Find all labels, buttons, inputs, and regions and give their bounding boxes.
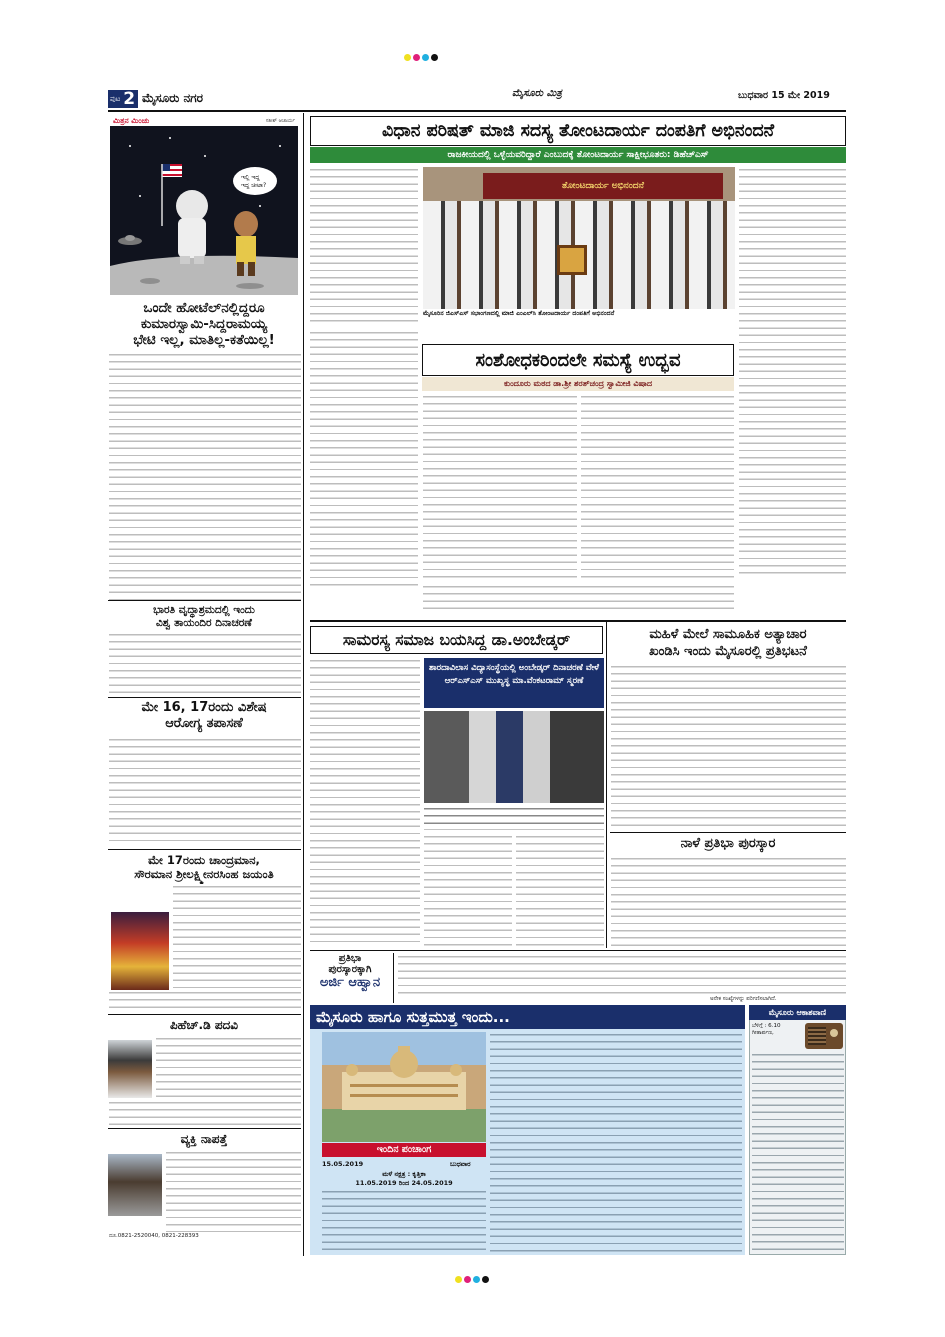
ambedkar-headline: ಸಾಮರಸ್ಯ ಸಮಾಜ ಬಯಸಿದ್ದ ಡಾ.ಅಂಬೇಡ್ಕರ್: [342, 630, 571, 649]
story3-headline: [108, 700, 300, 732]
story1-headline-line: ಭೇಟಿ ಇಲ್ಲ, ಮಾತಿಲ್ಲ-ಕತೆಯಿಲ್ಲ!: [133, 332, 275, 348]
award-headline: ನಾಳೆ ಪ್ರತಿಭಾ ಪುರಸ್ಕಾರ: [680, 836, 776, 851]
lead-photo-caption: ಮೈಸೂರಿನ ಜಿಎಸ್‌ಎಸ್ ಸಭಾಂಗಣದಲ್ಲಿ ಮಾಜಿ ಎಂಎಲ್‌ಸಿ ತೋಂಟದಾರ್ಯ ದಂಪತಿಗೆ ಅಭಿನಂದನೆ: [423, 310, 615, 317]
story5-headline: ಪಿಹೆಚ್.ಡಿ ಪದವಿ: [169, 1018, 239, 1032]
problem-headline: ಸಂಶೋಧಕರಿಂದಲೇ ಸಮಸ್ಯೆ ಉದ್ಭವ: [475, 349, 681, 371]
story3-headline-line: ಮೇ 16, 17ರಂದು ವಿಶೇಷ: [141, 700, 267, 715]
story4-body-cont: [109, 990, 301, 1012]
story5-body-cont: [109, 1100, 301, 1126]
story4-body: [173, 884, 301, 988]
paper-name: ಮೈಸೂರು ಮಿತ್ರ: [512, 88, 562, 99]
registration-yellow: [404, 54, 411, 61]
palace-photo: [322, 1032, 486, 1142]
ambedkar-body-col2: [424, 834, 512, 946]
lead-headline: ವಿಧಾನ ಪರಿಷತ್ ಮಾಜಿ ಸದಸ್ಯ ತೋಂಟದಾರ್ಯ ದಂಪತಿಗೆ ಅಭಿನಂದನೆ: [381, 121, 775, 141]
ambedkar-body-col1: [310, 658, 420, 948]
story2-headline-line: ಭಾರತಿ ವೃದ್ಧಾಶ್ರಮದಲ್ಲಿ ಇಂದು: [153, 604, 255, 616]
panchanga-period: 11.05.2019 ರಿಂದ 24.05.2019: [355, 1179, 453, 1187]
issue-date: ಬುಧವಾರ 15 ಮೇ 2019: [738, 90, 830, 101]
panchanga-body: [322, 1189, 486, 1251]
lead-subhead: ರಾಜಕೀಯದಲ್ಲಿ ಒಳ್ಳೆಯವರಿದ್ದಾರೆ ಎಂಬುದಕ್ಕೆ ತೋಂಟದಾರ್ಯ ಸಾಕ್ಷೀಭೂತರು: ಡಿಹೆಚ್‌ಎಸ್: [310, 147, 846, 163]
registration-cyan: [422, 54, 429, 61]
protest-body: [611, 664, 846, 829]
registration-cyan: [473, 1276, 480, 1283]
cartoon: [110, 115, 298, 295]
radio-first-line: ಬೆಳಿಗ್ಗೆ : 6.10 ಗೀತಾರ್ಪಣ,: [752, 1023, 781, 1037]
memento-icon: [557, 245, 587, 275]
section-title: ಮೈಸೂರು ನಗರ: [142, 91, 204, 105]
page-number: 2: [123, 89, 136, 109]
astronaut-icon: [176, 190, 208, 222]
story6-headline: ವ್ಯಕ್ತಿ ನಾಪತ್ತೆ: [180, 1132, 228, 1146]
award-body: [611, 856, 846, 948]
masthead-rule: [108, 110, 846, 112]
radio-schedule: [752, 1052, 844, 1252]
protest-headline-line: ಮಹಿಳೆ ಮೇಲೆ ಸಾಮೂಹಿಕ ಅತ್ಯಾಚಾರ: [649, 627, 807, 642]
lead-body-col1-cont: [310, 330, 418, 590]
registration-yellow: [455, 1276, 462, 1283]
palace-icon: [322, 1032, 486, 1142]
ambedkar-photo: [424, 711, 604, 803]
ambedkar-body-col3: [516, 834, 604, 946]
protest-headline-line: ಖಂಡಿಸಿ ಇಂದು ಮೈಸೂರಲ್ಲಿ ಪ್ರತಿಭಟನೆ: [649, 644, 807, 659]
story2-headline-line: ವಿಶ್ವ ತಾಯಂದಿರ ದಿನಾಚರಣೆ: [156, 617, 252, 629]
story1-headline-line: ಒಂದೇ ಹೋಟೆಲ್‌ನಲ್ಲಿದ್ದರೂ: [143, 300, 265, 316]
divider: [108, 1128, 301, 1129]
radio-icon: [805, 1023, 843, 1049]
panchanga-date: 15.05.2019: [322, 1160, 364, 1168]
story4-headline-line: ಸೌರಮಾನ ಶ್ರೀಲಕ್ಷ್ಮೀನರಸಿಂಹ ಜಯಂತಿ: [134, 867, 274, 881]
story5-body: [156, 1036, 301, 1098]
problem-body-col1: [423, 394, 577, 580]
svg-text:ಇದ್ದ ಚೀಟಾ?: ಇದ್ದ ಚೀಟಾ?: [241, 182, 267, 189]
story3-body: [109, 737, 301, 847]
events-list: [490, 1032, 742, 1252]
story4-headline-line: ಮೇ 17ರಂದು ಚಾಂದ್ರಮಾನ,: [148, 853, 260, 867]
problem-headline-box: [422, 344, 734, 376]
story2-headline: [108, 604, 300, 630]
registration-magenta: [413, 54, 420, 61]
registration-black: [431, 54, 438, 61]
divider: [108, 1014, 301, 1015]
page-number-badge: [108, 90, 138, 108]
missing-person-photo: [108, 1154, 162, 1216]
ambedkar-headline-box: [310, 626, 603, 654]
ambedkar-inset-title: ಶಾರದಾವಿಲಾಸ ವಿದ್ಯಾಸಂಸ್ಥೆಯಲ್ಲಿ ಅಂಬೇಡ್ಕರ್ ದಿನಾಚರಣೆ ವೇಳೆ ಆರ್‌ಎಸ್‌ಎಸ್ ಮುಖ್ಯಸ್ಥ ಮಾ.ವೆಂಕಟರಾಮ್ ಸ್ಮರಣೆ: [424, 658, 604, 708]
page-label: ಪುಟ: [110, 94, 121, 103]
application-title-line: ಪುರಸ್ಕಾರಕ್ಕಾಗಿ: [328, 964, 372, 975]
divider: [310, 950, 846, 951]
around-town-header: ಮೈಸೂರು ಹಾಗೂ ಸುತ್ತಮುತ್ತ ಇಂದು...: [310, 1005, 745, 1029]
divider: [310, 620, 846, 622]
lead-body-col4: [739, 167, 846, 577]
registration-magenta: [464, 1276, 471, 1283]
ambedkar-photo-caption: [424, 806, 604, 830]
column-rule: [606, 622, 607, 948]
problem-body-tail: [423, 584, 734, 614]
divider: [610, 832, 846, 833]
application-body: [398, 954, 846, 994]
column-rule: [393, 953, 394, 1003]
panchanga-day: ಬುಧವಾರ: [450, 1160, 471, 1168]
story1-headline: [108, 300, 300, 348]
radio-header: ಮೈಸೂರು ಆಕಾಶವಾಣಿ: [749, 1005, 846, 1020]
application-title-line: ಪ್ರತಿಭಾ: [338, 953, 362, 964]
story2-body: [109, 632, 301, 694]
application-title-line: ಅರ್ಜಿ ಆಹ್ವಾನ: [319, 975, 381, 990]
application-tail: ಅನೇಕ ಸಂಖ್ಯೆಗಳನ್ನು ಪರಿಗಣಿಸಲಾಗಿದೆ.: [710, 996, 777, 1002]
cartoon-drawing: [110, 126, 298, 295]
panchanga-title: ಇಂದಿನ ಪಂಚಾಂಗ: [322, 1143, 486, 1157]
story3-headline-line: ಆರೋಗ್ಯ ತಪಾಸಣೆ: [165, 716, 243, 731]
cartoon-artist: ಸತೀಶ್ ಆಚಾರ್ಯ: [265, 117, 295, 124]
panchanga-nakshatra: ಮಳೆ ನಕ್ಷತ್ರ : ಕೃತ್ತಿಕಾ: [382, 1170, 426, 1178]
story4-headline: [108, 853, 300, 881]
column-rule: [303, 113, 304, 1256]
story6-body: [166, 1150, 301, 1232]
application-box: [310, 953, 390, 1003]
registration-black: [482, 1276, 489, 1283]
protest-headline: [610, 626, 846, 660]
lead-body-col1: [310, 167, 418, 327]
deity-photo: [111, 912, 169, 990]
story1-body: [109, 352, 301, 600]
stage-banner: ತೋಂಟದಾರ್ಯ ಅಭಿನಂದನೆ: [483, 173, 723, 199]
lead-photo: [423, 167, 735, 309]
cartoon-title: ಮಿತ್ರನ ಮಿಂಚು: [113, 115, 150, 125]
speech-bubble-text: ಇಲ್ಲಿ ಇದ್ದ: [241, 174, 260, 181]
problem-subhead: ಕುಂದೂರು ಮಠದ ಡಾ.ಶ್ರೀ ಶರತ್‌ಚಂದ್ರ ಸ್ವಾಮೀಜಿ ವಿಷಾದ: [422, 377, 734, 391]
divider: [108, 697, 301, 698]
problem-body-col2: [581, 394, 734, 580]
divider: [108, 849, 301, 850]
politician-icon: [234, 211, 258, 237]
story1-headline-line: ಕುಮಾರಸ್ವಾಮಿ-ಸಿದ್ದರಾಮಯ್ಯ: [140, 316, 268, 332]
divider: [108, 600, 301, 601]
lead-headline-box: [310, 116, 846, 146]
contact-phones: ದೂ.0821-2520040, 0821-228393: [109, 1233, 199, 1239]
phd-person-photo: [108, 1040, 152, 1098]
